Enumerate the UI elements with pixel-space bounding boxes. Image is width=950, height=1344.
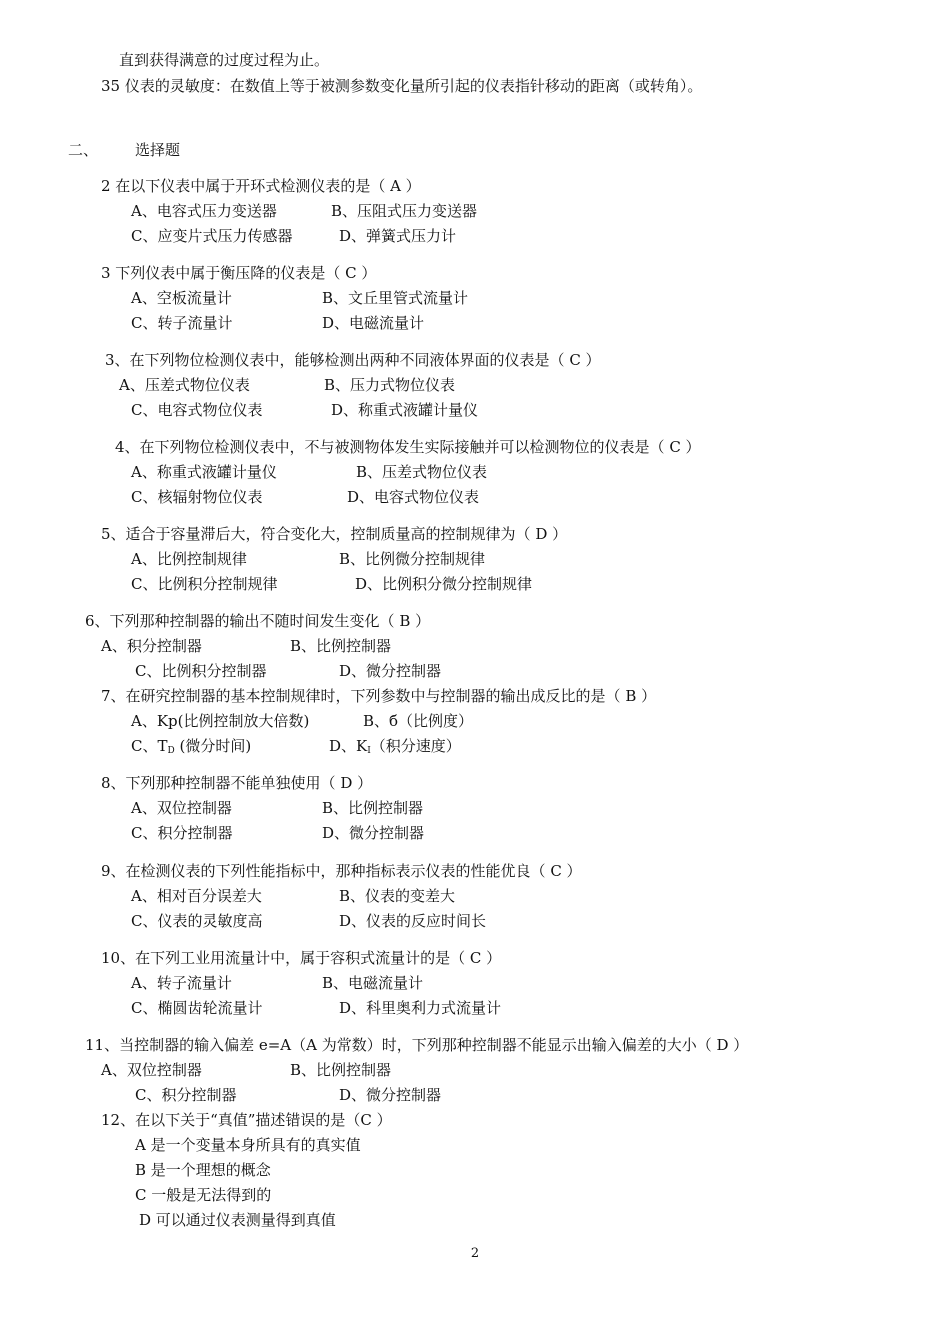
option-c: C 一般是无法得到的	[135, 1186, 272, 1204]
option-a: A、空板流量计	[131, 289, 232, 307]
option-a: A、称重式液罐计量仪	[131, 463, 277, 481]
question-stem: 2 在以下仪表中属于开环式检测仪表的是（ A ）	[101, 177, 421, 195]
option-d: D、电容式物位仪表	[347, 488, 480, 506]
option-d: D、科里奥利力式流量计	[339, 999, 502, 1017]
section-title: 选择题	[135, 141, 181, 159]
option-a: A、压差式物位仪表	[119, 376, 250, 394]
question-stem: 3、在下列物位检测仪表中，能够检测出两种不同液体界面的仪表是（ C ）	[105, 351, 601, 369]
question-stem: 6、下列那种控制器的输出不随时间发生变化（ B ）	[85, 612, 431, 630]
option-a: A、电容式压力变送器	[131, 202, 277, 220]
option-a: A、双位控制器	[101, 1061, 202, 1079]
subscript-i: I	[367, 746, 371, 756]
intro-line-1: 直到获得满意的过度过程为止。	[119, 51, 330, 69]
option-a: A、相对百分误差大	[131, 887, 262, 905]
question-stem: 8、下列那种控制器不能单独使用（ D ）	[101, 774, 373, 792]
option-c-label: C、T	[131, 737, 168, 755]
option-b: B 是一个理想的概念	[135, 1161, 271, 1179]
option-c: C、转子流量计	[131, 314, 233, 332]
option-c: C、比例积分控制器	[135, 662, 267, 680]
option-d: D、比例积分微分控制规律	[355, 575, 533, 593]
question-stem: 11、当控制器的输入偏差 e=A（A 为常数）时，下列那种控制器不能显示出输入偏差的大小（ D ）	[85, 1036, 749, 1054]
option-a: A、双位控制器	[131, 799, 232, 817]
option-d-note: （积分速度）	[370, 737, 461, 755]
option-b: B、压阻式压力变送器	[331, 202, 478, 220]
option-b: B、压差式物位仪表	[356, 463, 488, 481]
option-d: D、电磁流量计	[322, 314, 425, 332]
option-c: C、仪表的灵敏度高	[131, 912, 263, 930]
option-c: C、积分控制器	[135, 1086, 237, 1104]
option-b: B、比例控制器	[322, 799, 424, 817]
option-d: D、弹簧式压力计	[339, 227, 457, 245]
option-c: C、比例积分控制规律	[131, 575, 278, 593]
question-stem: 5、适合于容量滞后大，符合变化大，控制质量高的控制规律为（ D ）	[101, 525, 568, 543]
option-a: A、比例控制规律	[131, 550, 247, 568]
option-c: C、核辐射物位仪表	[131, 488, 263, 506]
option-a: A、转子流量计	[131, 974, 232, 992]
option-c: C、积分控制器	[131, 824, 233, 842]
option-b: B、电磁流量计	[322, 974, 424, 992]
question-stem: 7、在研究控制器的基本控制规律时，下列参数中与控制器的输出成反比的是（ B ）	[101, 687, 657, 705]
option-b: B、比例微分控制规律	[339, 550, 486, 568]
subscript-d: D	[167, 746, 175, 756]
page-number: 2	[470, 1246, 480, 1261]
option-a: A、Kp(比例控制放大倍数)	[131, 712, 310, 730]
option-c: C、椭圆齿轮流量计	[131, 999, 263, 1017]
intro-line-2: 35 仪表的灵敏度：在数值上等于被测参数变化量所引起的仪表指针移动的距离（或转角）。	[101, 77, 703, 95]
option-d: D、微分控制器	[322, 824, 425, 842]
section-number: 二、	[68, 141, 99, 159]
option-b: B、比例控制器	[290, 637, 392, 655]
option-d: D 可以通过仪表测量得到真值	[139, 1211, 336, 1229]
option-d: D、微分控制器	[339, 1086, 442, 1104]
option-c	[131, 736, 251, 756]
option-b: B、比例控制器	[290, 1061, 392, 1079]
question-stem: 9、在检测仪表的下列性能指标中，那种指标表示仪表的性能优良（ C ）	[101, 862, 582, 880]
option-c-note: (微分时间)	[179, 737, 252, 755]
question-stem: 3 下列仪表中属于衡压降的仪表是（ C ）	[101, 264, 377, 282]
option-d-label: D、K	[329, 737, 368, 755]
option-a: A、积分控制器	[101, 637, 202, 655]
option-b: B、б（比例度）	[363, 712, 474, 730]
option-d	[329, 736, 461, 756]
option-b: B、文丘里管式流量计	[322, 289, 469, 307]
question-stem: 10、在下列工业用流量计中，属于容积式流量计的是（ C ）	[101, 949, 502, 967]
option-c: C、应变片式压力传感器	[131, 227, 293, 245]
option-b: B、压力式物位仪表	[324, 376, 456, 394]
option-a: A 是一个变量本身所具有的真实值	[135, 1136, 361, 1154]
question-stem: 4、在下列物位检测仪表中，不与被测物体发生实际接触并可以检测物位的仪表是（ C ）	[115, 438, 701, 456]
option-c: C、电容式物位仪表	[131, 401, 263, 419]
option-d: D、微分控制器	[339, 662, 442, 680]
option-d: D、称重式液罐计量仪	[331, 401, 479, 419]
option-d: D、仪表的反应时间长	[339, 912, 487, 930]
option-b: B、仪表的变差大	[339, 887, 456, 905]
question-stem: 12、在以下关于“真值”描述错误的是（C ）	[101, 1111, 392, 1129]
